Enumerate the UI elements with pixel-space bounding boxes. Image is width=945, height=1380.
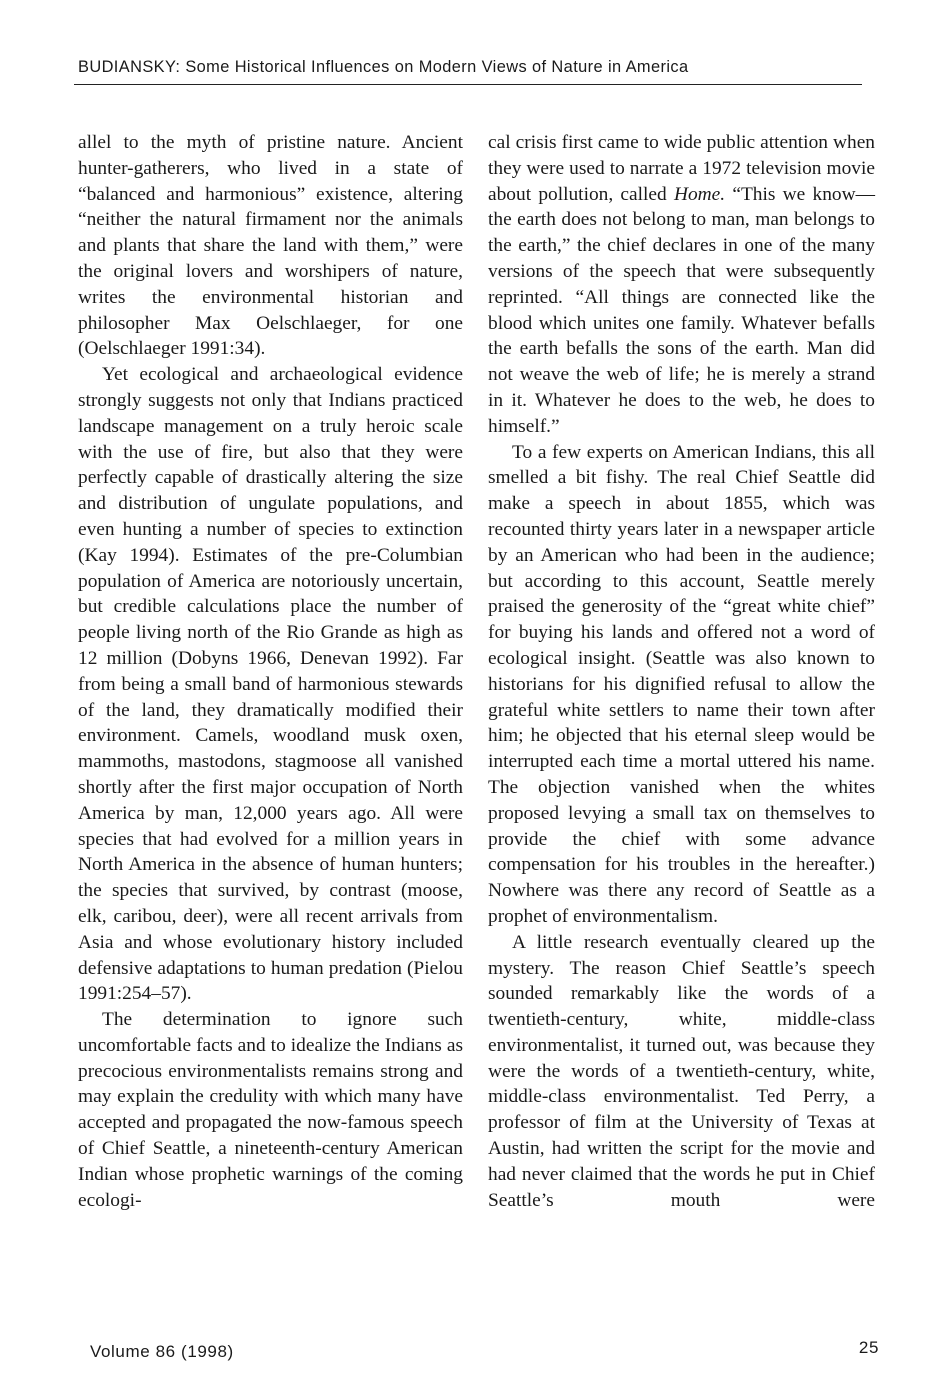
header-rule xyxy=(74,84,862,85)
right-paragraph-3: A little research eventually cleared up the mystery. The reason Chief Seattle’s speech sounded remarkably like the words of a twentieth-century, white, middle-class environmentalist, it turned out, was because they were the words of a twentieth-century, white, middle-class environmentalist. Ted Perry, a professor of film at the University of Texas at Austin, had written the script for the movie and had never claimed that the words he put in Chief Seattle’s mouth were xyxy=(488,931,875,1211)
film-title: Home. xyxy=(673,183,726,205)
right-paragraph-1: cal crisis first came to wide public attention when they were used to narrate a 1972 television movie about pollution, called Home. “This we know—the earth does not belong to man, man belongs to the earth,” the chief declares in one of the many versions of the speech that were subsequently reprinted. “All things are connected like the blood which unites one family. Whatever befalls the earth befalls the sons of the earth. Man did not weave the web of life; he is merely a strand in it. Whatever he does to the web, he does to himself.” xyxy=(488,132,875,437)
right-column xyxy=(488,130,875,1213)
left-paragraph-2: Yet ecological and archaeological evidence strongly suggests not only that Indians practiced landscape management on a truly heroic scale with the use of fire, but also that they were perfectly capable of drastically altering the size and distribution of ungulate populations, and even hunting a number of species to extinction (Kay 1994). Estimates of the pre-Columbian population of America are notoriously uncertain, but credible calculations place the number of people living north of the Rio Grande as high as 12 million (Dobyns 1966, Denevan 1992). Far from being a small band of harmonious stewards of the land, they dramatically modified their environment. Camels, woodland musk oxen, mammoths, mastodons, stagmoose all vanished shortly after the first major occupation of North America by man, 12,000 years ago. All were species that had evolved for a million years in North America in the absence of human hunters; the species that survived, by contrast (moose, elk, caribou, deer), were all recent arrivals from Asia and whose evolutionary history included defensive adaptations to human predation (Pielou 1991:254–57). xyxy=(78,364,463,1005)
left-paragraph-3: The determination to ignore such uncomfortable facts and to idealize the Indians as precocious environmentalists remains strong and may explain the credulity with which many have accepted and propagated the now-famous speech of Chief Seattle, a nineteenth-century American Indian whose prophetic warnings of the coming ecologi- xyxy=(78,1009,463,1211)
footer-volume: Volume 86 (1998) xyxy=(90,1342,234,1361)
left-column xyxy=(78,130,463,1213)
left-paragraph-1: allel to the myth of pristine nature. Ancient hunter-gatherers, who lived in a state of “balanced and harmonious” existence, altering “neither the natural firmament nor the animals and plants that share the land with them,” were the original lovers and worshipers of nature, writes the environmental historian and philosopher Max Oelschlaeger, for one (Oelschlaeger 1991:34). xyxy=(78,132,463,360)
right-paragraph-2: To a few experts on American Indians, this all smelled a bit fishy. The real Chief Seattle did make a speech in about 1855, which was recounted thirty years later in a newspaper article by an American who had been in the audience; but according to this account, Seattle merely praised the generosity of the “great white chief” for buying his lands and offered not a word of ecological insight. (Seattle was also known to historians for his dignified refusal to allow the grateful white settlers to name their town after him; he objected that his eternal sleep would be interrupted each time a mortal uttered his name. The objection vanished when the whites proposed levying a small tax on themselves to provide the chief with some advance compensation for his troubles in the hereafter.) Nowhere was there any record of Seattle as a prophet of environmentalism. xyxy=(488,441,875,927)
running-head: BUDIANSKY: Some Historical Influences on Modern Views of Nature in America xyxy=(78,58,689,76)
page-number: 25 xyxy=(858,1338,879,1357)
